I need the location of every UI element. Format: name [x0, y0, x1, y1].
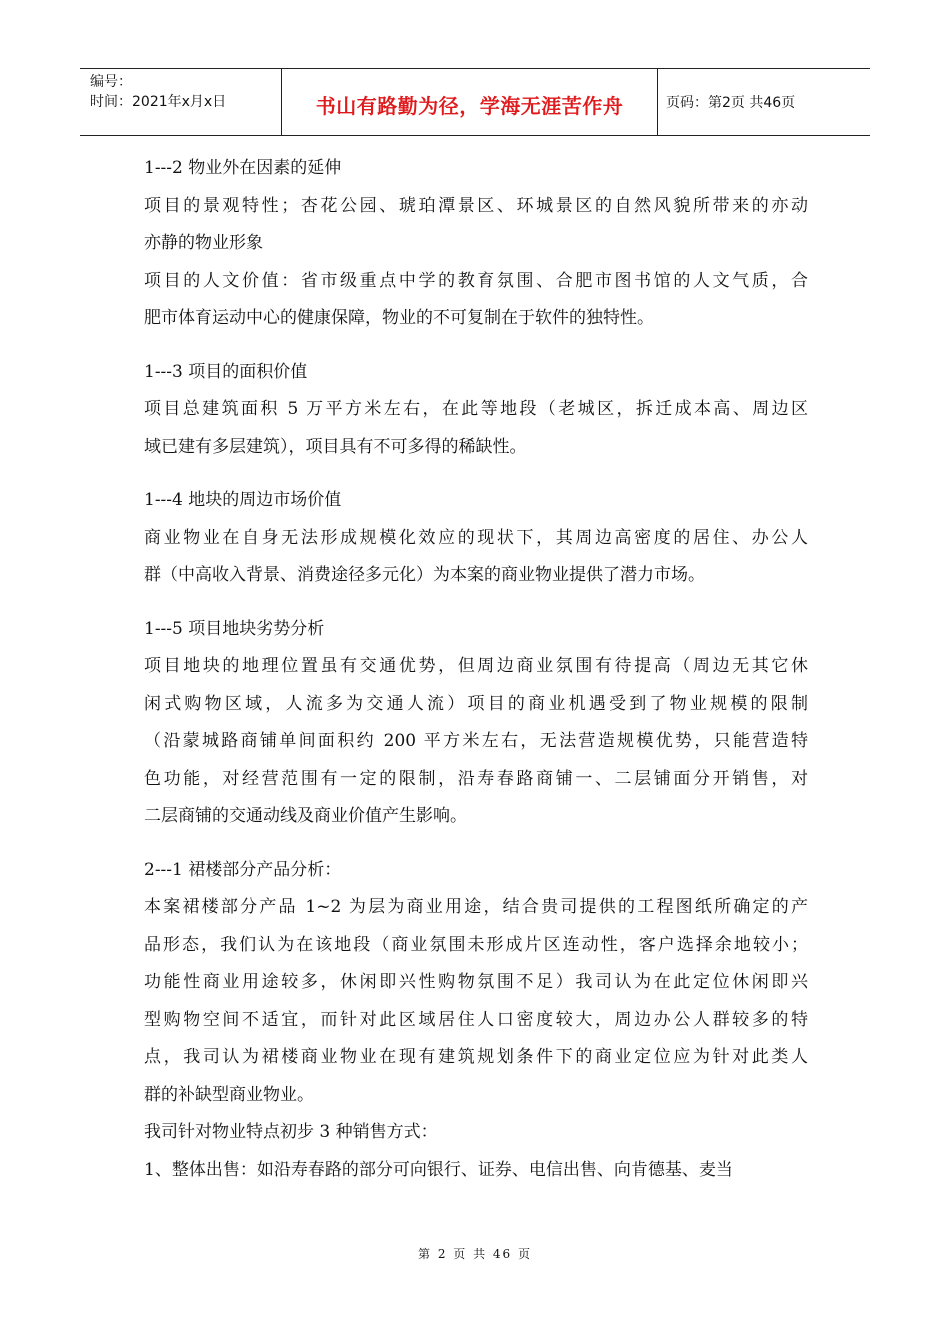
- body-text-line: 功能性商业用途较多，休闲即兴性购物氛围不足）我司认为在此定位休闲即兴: [144, 972, 808, 992]
- page-header: [80, 68, 870, 136]
- document-date: 时间：2021年x月x日: [90, 94, 227, 110]
- body-text-line: 我司针对物业特点初步 3 种销售方式：: [144, 1122, 438, 1142]
- header-page-info: 页码：第2页 共46页: [666, 95, 796, 111]
- body-text-line: 群的补缺型商业物业。: [144, 1084, 314, 1105]
- body-text-line: （沿蒙城路商铺单间面积约 200 平方米左右，无法营造规模优势，只能营造特: [144, 731, 808, 751]
- body-text-line: 项目地块的地理位置虽有交通优势，但周边商业氛围有待提高（周边无其它休: [144, 656, 808, 676]
- section-heading: 2---1 裙楼部分产品分析：: [144, 859, 342, 880]
- section: [144, 852, 808, 1190]
- body-text-line: 项目总建筑面积 5 万平方米左右，在此等地段（老城区，拆迁成本高、周边区: [144, 399, 808, 419]
- header-meta-cell: [80, 69, 282, 135]
- body-text-line: 本案裙楼部分产品 1~2 为层为商业用途，结合贵司提供的工程图纸所确定的产: [144, 897, 808, 917]
- section-heading: 1---5 项目地块劣势分析: [144, 618, 325, 639]
- body-text-line: 群（中高收入背景、消费途径多元化）为本案的商业物业提供了潜力市场。: [144, 565, 705, 585]
- document-number-label: 编号：: [90, 74, 132, 90]
- section: [144, 150, 808, 338]
- body-text-line: 域已建有多层建筑），项目具有不可多得的稀缺性。: [144, 436, 527, 457]
- document-body: [144, 150, 808, 1205]
- body-text-line: 1、整体出售：如沿寿春路的部分可向银行、证券、电信出售、向肯德基、麦当: [144, 1159, 733, 1180]
- section-heading: 1---4 地块的周边市场价值: [144, 490, 342, 510]
- body-text-line: 项目的景观特性；杏花公园、琥珀潭景区、环城景区的自然风貌所带来的亦动: [144, 195, 808, 216]
- body-text-line: 品形态，我们认为在该地段（商业氛围未形成片区连动性，客户选择余地较小；: [144, 934, 808, 955]
- section-heading: 1---3 项目的面积价值: [144, 361, 308, 382]
- body-text-line: 亦静的物业形象: [144, 233, 263, 253]
- section: [144, 611, 808, 836]
- body-text-line: 点，我司认为裙楼商业物业在现有建筑规划条件下的商业定位应为针对此类人: [144, 1047, 808, 1067]
- body-text-line: 二层商铺的交通动线及商业价值产生影响。: [144, 806, 467, 826]
- body-text-line: 闲式购物区域，人流多为交通人流）项目的商业机遇受到了物业规模的限制: [144, 693, 808, 714]
- body-text-line: 肥市体育运动中心的健康保障，物业的不可复制在于软件的独特性。: [144, 308, 654, 328]
- section: [144, 354, 808, 467]
- section-heading: 1---2 物业外在因素的延伸: [144, 158, 342, 178]
- header-motto-cell: [282, 69, 658, 135]
- body-text-line: 型购物空间不适宜，而针对此区域居住人口密度较大，周边办公人群较多的特: [144, 1009, 808, 1030]
- body-text-line: 商业物业在自身无法形成规模化效应的现状下，其周边高密度的居住、办公人: [144, 527, 808, 548]
- section: [144, 482, 808, 595]
- header-page-cell: [658, 69, 870, 135]
- body-text-line: 项目的人文价值：省市级重点中学的教育氛围、合肥市图书馆的人文气质，合: [144, 270, 808, 291]
- body-text-line: 色功能，对经营范围有一定的限制，沿寿春路商铺一、二层铺面分开销售，对: [144, 768, 808, 789]
- header-motto: 书山有路勤为径，学海无涯苦作舟: [315, 93, 624, 118]
- page-footer: 第 2 页 共 46 页: [418, 1247, 532, 1261]
